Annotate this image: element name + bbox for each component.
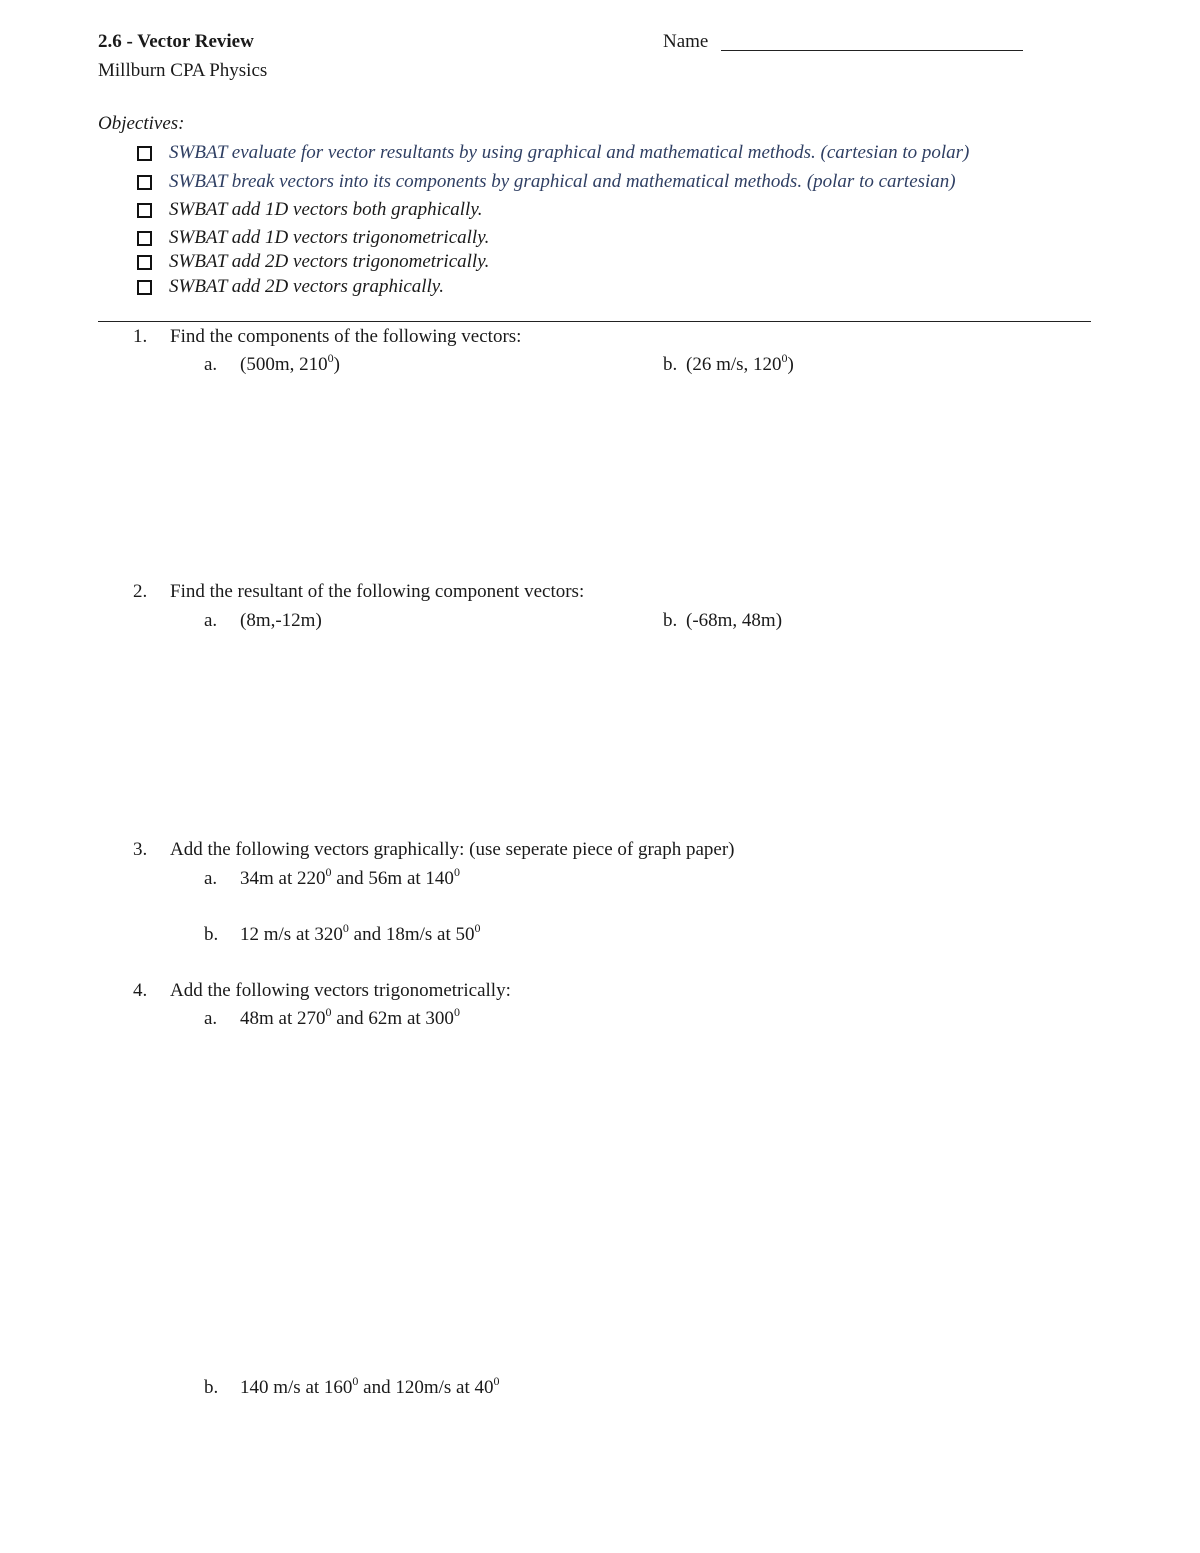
part-label: a. bbox=[204, 1008, 218, 1029]
question-prompt: Find the components of the following vectors: bbox=[170, 326, 522, 347]
part-text: 48m at $270^0$ and 62m at $300^0$ bbox=[240, 1005, 460, 1029]
part-label: b. bbox=[204, 924, 219, 945]
page-title: 2.6 - Vector Review bbox=[98, 31, 254, 52]
course-name: Millburn CPA Physics bbox=[98, 60, 268, 81]
part-label: b. bbox=[204, 1377, 219, 1398]
question-prompt: Add the following vectors trigonometrically: bbox=[170, 980, 511, 1001]
objective-text: SWBAT add 1D vectors both graphically. bbox=[169, 199, 483, 220]
part-label: a. bbox=[204, 354, 218, 375]
part-label: a. bbox=[204, 868, 218, 889]
part-text: 140 m/s at $160^0$ and 120m/s at $40^0$ bbox=[240, 1374, 500, 1398]
name-field-line[interactable] bbox=[721, 50, 1023, 51]
checkbox-icon[interactable] bbox=[137, 175, 152, 190]
question-prompt: Find the resultant of the following component vectors: bbox=[170, 581, 585, 602]
question-number: 4. bbox=[133, 980, 148, 1001]
part-text: (500m, $210^0$) bbox=[240, 351, 340, 375]
checkbox-icon[interactable] bbox=[137, 280, 152, 295]
part-text: 12 m/s at $320^0$ and 18m/s at $50^0$ bbox=[240, 921, 481, 945]
part-label: a. bbox=[204, 610, 218, 631]
part-label: b. bbox=[663, 354, 678, 375]
objective-text: SWBAT add 1D vectors trigonometrically. bbox=[169, 227, 490, 248]
checkbox-icon[interactable] bbox=[137, 146, 152, 161]
section-divider bbox=[98, 321, 1091, 322]
objective-text: SWBAT break vectors into its components by graphical and mathematical methods. (polar to cartesian) bbox=[169, 171, 956, 192]
question-prompt: Add the following vectors graphically: (use seperate piece of graph paper) bbox=[170, 839, 735, 860]
part-text: (26 m/s, $120^0$) bbox=[686, 351, 794, 375]
objective-text: SWBAT evaluate for vector resultants by using graphical and mathematical methods. (cartesian to polar) bbox=[169, 142, 970, 163]
question-number: 2. bbox=[133, 581, 148, 602]
question-number: 1. bbox=[133, 326, 148, 347]
checkbox-icon[interactable] bbox=[137, 231, 152, 246]
checkbox-icon[interactable] bbox=[137, 203, 152, 218]
question-number: 3. bbox=[133, 839, 148, 860]
checkbox-icon[interactable] bbox=[137, 255, 152, 270]
part-text: (-68m, 48m) bbox=[686, 610, 783, 631]
part-label: b. bbox=[663, 610, 678, 631]
objective-text: SWBAT add 2D vectors trigonometrically. bbox=[169, 251, 490, 272]
objective-text: SWBAT add 2D vectors graphically. bbox=[169, 276, 444, 297]
part-text: 34m at $220^0$ and 56m at $140^0$ bbox=[240, 865, 460, 889]
name-label: Name bbox=[663, 31, 709, 52]
part-text: (8m,-12m) bbox=[240, 610, 322, 631]
objectives-label: Objectives: bbox=[98, 113, 185, 134]
